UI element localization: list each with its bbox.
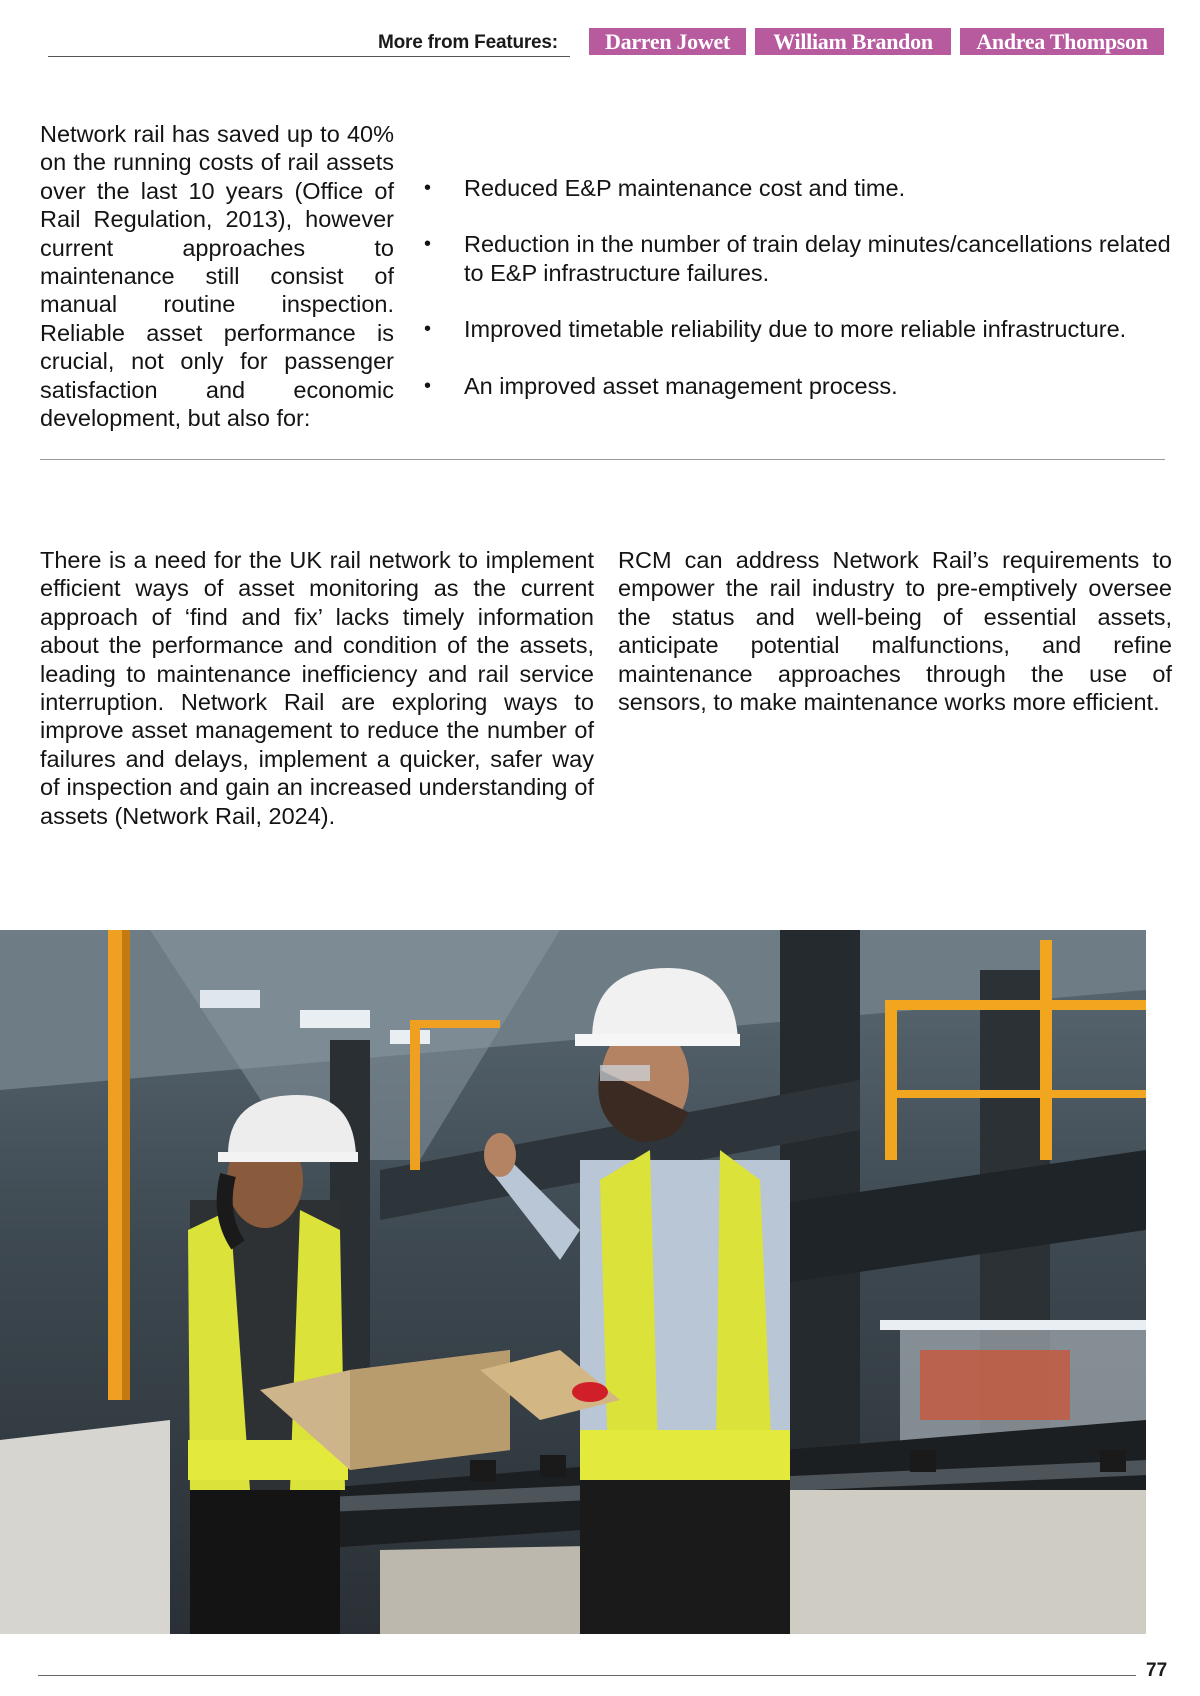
benefits-list — [418, 174, 1178, 428]
list-item — [418, 230, 1178, 287]
list-item — [418, 372, 1178, 400]
list-item-text: Reduced E&P maintenance cost and time. — [464, 175, 906, 201]
footer-rule — [38, 1675, 1136, 1676]
list-item — [418, 315, 1178, 343]
engineers-photo — [0, 930, 1146, 1634]
bullet-icon: • — [424, 318, 432, 341]
intro-paragraph: Network rail has saved up to 40% on the running costs of rail assets over the last 10 years (Office of Rail Regulation, 2013), however current approaches to maintenance still consist of manual routine inspection. Reliable asset performance is crucial, not only for passenger satisfaction and economic development, but also for: — [40, 121, 394, 432]
author-link-william-brandon[interactable]: William Brandon — [755, 28, 951, 55]
bullet-icon: • — [424, 374, 432, 397]
page-number: 77 — [1146, 1660, 1168, 1681]
list-item-text: An improved asset management process. — [464, 372, 898, 399]
body-column-right: RCM can address Network Rail’s requirements to empower the rail industry to pre-emptively oversee the status and well-being of essential assets, anticipate potential malfunctions, and refine maintenance approaches through the use of sensors, to make maintenance works more efficient. — [618, 547, 1172, 716]
bullet-icon: • — [424, 177, 432, 199]
author-link-andrea-thompson[interactable]: Andrea Thompson — [960, 28, 1164, 55]
list-item — [418, 174, 1178, 202]
author-link-darren-jowet[interactable]: Darren Jowet — [589, 28, 746, 55]
header-rule — [48, 56, 570, 57]
bullet-icon: • — [424, 233, 432, 256]
features-header — [0, 26, 1200, 66]
section-divider — [40, 459, 1165, 460]
body-column-left: There is a need for the UK rail network to implement efficient ways of asset monitoring as the current approach of ‘find and fix’ lacks timely information about the performance and condition of the assets, leading to maintenance inefficiency and rail service interruption. Network Rail are exploring ways to improve asset management to reduce the number of failures and delays, implement a quicker, safer way of inspection and gain an increased understanding of assets (Network Rail, 2024). — [40, 547, 594, 829]
more-from-features-label: More from Features: — [378, 32, 558, 53]
depot-illustration — [0, 930, 1146, 1634]
list-item-text: Reduction in the number of train delay minutes/cancellations related to E&P infrastructure failures. — [464, 231, 1171, 286]
list-item-text: Improved timetable reliability due to more reliable infrastructure. — [464, 316, 1127, 343]
